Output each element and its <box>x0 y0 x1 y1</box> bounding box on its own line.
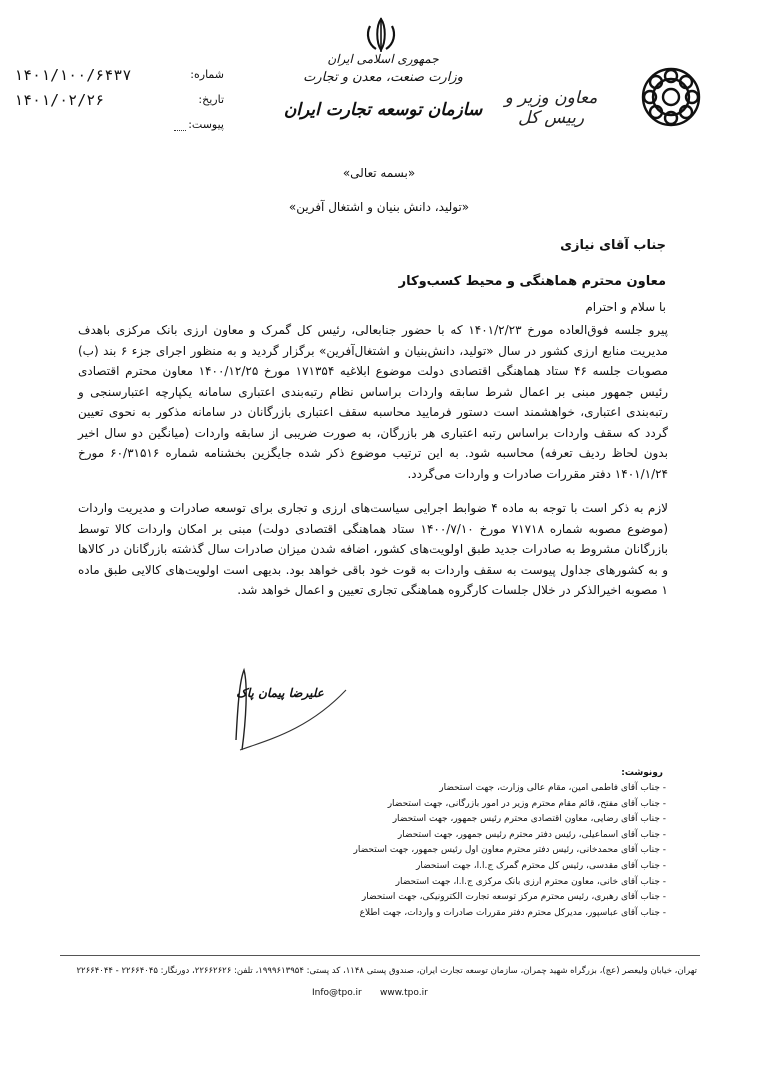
footer-email: Info@tpo.ir <box>312 988 362 998</box>
cc-item: - جناب آقای فاطمی امین، مقام عالی وزارت، جهت استحضار <box>439 783 666 793</box>
addressee-name: جناب آقای نیازی <box>560 238 666 253</box>
cc-item: - جناب آقای اسماعیلی، رئیس دفتر محترم رئیس جمهور، جهت استحضار <box>397 829 666 840</box>
logo-side-caption <box>708 60 722 134</box>
cc-list <box>354 781 666 921</box>
addressee-title: معاون محترم هماهنگی و محیط کسب‌وکار <box>398 274 666 289</box>
vp-title: معاون وزیر و رییس کل <box>504 88 598 128</box>
cc-item: - جناب آقای خانی، معاون محترم ارزی بانک مرکزی ج.ا.ا، جهت استحضار <box>395 876 666 887</box>
letter-date-row <box>14 91 224 111</box>
cc-item: - جناب آقای مفتح، قائم مقام محترم وزیر در امور بازرگانی، جهت استحضار <box>387 798 666 809</box>
footer-address: تهران، خیابان ولیعصر (عج)، بزرگراه شهید چمران، سازمان توسعه تجارت ایران، صندوق پستی ۱۱۴۸، کد پستی: ۱۹۹۹۶۱۳۹۵۴، تلفن: ۲۲۶۶۲۶۲۶، دورنگار: ۲۲۶۶۴۰۴۵ - ۲۲۶۶۴۰۴۴ <box>76 966 697 976</box>
body-paragraph-1: پیرو جلسه فوق‌العاده مورخ ۱۴۰۱/۲/۲۳ که با حضور جنابعالی، رئیس کل گمرک و معاون ارزی بانک مرکزی باهدف مدیریت منابع ارزی کشور در سال «تولید، دانش‌بنیان و اشتغال‌آفرین» برگزار گردید و به منظور اجرای جزء ۶ بند (ب) مصوبات جلسه ۴۶ ستاد هماهنگی اقتصادی دولت موضوع ابلاغیه ۱۷۱۳۵۴ مورخ ۱۴۰۰/۱۲/۲۵ معاون محترم اقتصادی رئیس جمهور مبنی بر اعمال شرط سابقه واردات براساس نظام رتبه‌بندی اعتباری سامانه یکپارچه اعتبارسنجی و رتبه‌بندی اعتباری، خواهشمند است دستور فرمایید محاسبه سقف اعتباری بازرگانان در سامانه مذکور به نحوی تعیین گردد که سقف واردات براساس رتبه اعتباری هر بازرگان، به صورت ضریبی از سابقه واردات (میانگین دو سال اخیر بدون لحاظ ردیف تعرفه) محاسبه شود. به این ترتیب موضوع ذکر شده جایگزین بخشنامه شماره ۶۰/۳۱۵۱۶ مورخ ۱۴۰۱/۱/۲۴ دفتر مقررات صادرات و واردات می‌گردد. <box>78 323 668 481</box>
tpo-logo-icon <box>636 62 706 132</box>
greeting: با سلام و احترام <box>585 300 666 314</box>
signatory-name: علیرضا پیمان پاک <box>236 686 324 700</box>
body-paragraph-2: لازم به ذکر است با توجه به ماده ۴ ضوابط اجرایی سیاست‌های ارزی و تجاری برای توسعه صادرات و مدیریت واردات (موضوع مصوبه شماره ۷۱۷۱۸ مورخ ۱۴۰۰/۷/۱۰ ستاد هماهنگی اقتصادی دولت) مبنی بر امکان واردات کالا توسط بازرگانان مشروط به صادرات جدید طبق اولویت‌های کشور، اضافه شدن میزان صادرات سال گذشته بازرگانان در کالاها و به کشورهای جداول پیوست به سقف واردات به قوت خود باقی خواهد بود. بدیهی است اولویت‌های کالایی طبق ماده ۱ مصوبه اخیرالذکر در خلال جلسات کارگروه هماهنگی تجاری تعیین و اعمال خواهد شد. <box>78 501 669 597</box>
cc-title: رونوشت: <box>621 768 663 778</box>
year-motto: «تولید، دانش بنیان و اشتغال آفرین» <box>288 200 470 214</box>
letter-date-label: تاریخ: <box>198 93 224 106</box>
letter-attachment-label: پیوست: <box>188 118 224 131</box>
letter-number-value: ۱۴۰۱/۱۰۰/۶۴۳۷ <box>14 66 132 84</box>
footer-divider <box>60 955 700 956</box>
cc-item: - جناب آقای رهبری، رئیس محترم مرکز توسعه تجارت الکترونیکی، جهت استحضار <box>361 892 666 903</box>
letter-number-row <box>14 66 224 86</box>
letter-attachment-row <box>14 116 224 136</box>
attachment-line <box>174 130 186 131</box>
iran-emblem-icon <box>364 16 398 54</box>
header-country: جمهوری اسلامی ایران <box>327 52 439 66</box>
cc-item: - جناب آقای محمدخانی، رئیس دفتر محترم معاون اول رئیس جمهور، جهت استحضار <box>353 845 666 856</box>
footer-website: www.tpo.ir <box>380 988 428 998</box>
basmala: «بسمه تعالی» <box>342 166 416 180</box>
header-ministry: وزارت صنعت، معدن و تجارت <box>303 70 463 85</box>
cc-item: - جناب آقای عباسپور، مدیرکل محترم دفتر مقررات صادرات و واردات، جهت اطلاع <box>359 907 666 918</box>
letter-date-value: ۱۴۰۱/۰۲/۲۶ <box>14 91 105 109</box>
signature-stroke <box>218 650 348 765</box>
header-organization: سازمان توسعه تجارت ایران <box>283 100 483 120</box>
letter-number-label: شماره: <box>190 68 224 81</box>
cc-item: - جناب آقای رضایی، معاون اقتصادی محترم رئیس جمهور، جهت استحضار <box>392 814 666 825</box>
cc-item: - جناب آقای مقدسی، رئیس کل محترم گمرک ج.ا.ا، جهت استحضار <box>416 860 666 871</box>
